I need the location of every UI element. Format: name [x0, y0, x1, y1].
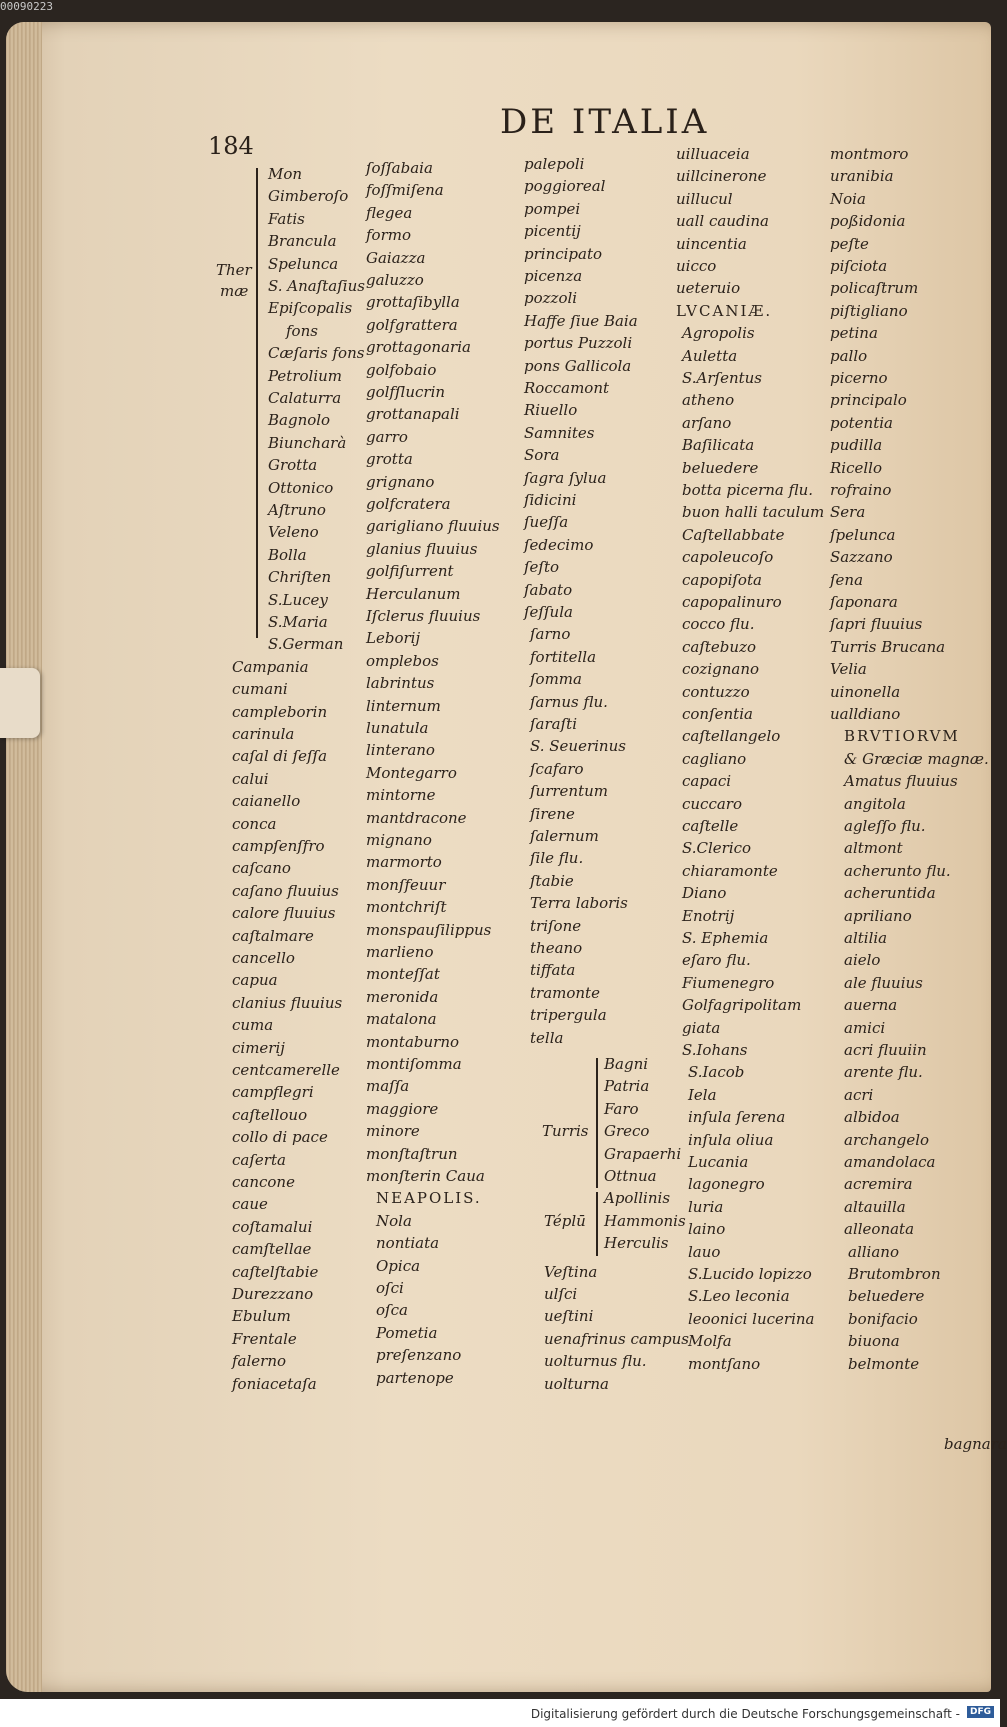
col4-word: inſula ſerena	[688, 1108, 786, 1127]
col4-word: chiaramonte	[682, 861, 778, 880]
col1-word: S.Lucey	[268, 590, 328, 609]
col1-word: caſerta	[232, 1150, 286, 1169]
brace-label-thermae: mæ	[220, 282, 249, 300]
col4-word: Diano	[682, 884, 727, 903]
col3-word: ueſtini	[544, 1307, 594, 1326]
col4-word: arſano	[682, 413, 732, 432]
col2-word: monſtaſtrun	[366, 1144, 458, 1163]
page-title: DE ITALIA	[500, 102, 710, 142]
col4-word: caſtelle	[682, 817, 739, 835]
col4-word: capaci	[682, 772, 732, 791]
col4-word: buon halli taculum	[682, 503, 825, 522]
col3-word: ſeſto	[524, 558, 560, 577]
col4-word: Enotrij	[682, 906, 735, 925]
col5-word: Turris Brucana	[830, 637, 946, 656]
col2-word: Gaiazza	[366, 248, 426, 267]
col2-word: oſci	[376, 1279, 404, 1297]
col4-word: lauo	[688, 1242, 721, 1261]
col1-word: calui	[232, 769, 269, 788]
turris-item: Patria	[604, 1077, 650, 1096]
col4-word: ueteruio	[676, 279, 741, 298]
col3-word: Terra laboris	[530, 894, 628, 913]
col2-word: galuzzo	[366, 271, 424, 289]
col2-word: flegea	[366, 203, 413, 222]
col1-word: camſtellae	[232, 1240, 312, 1259]
col5-word: altmont	[844, 839, 903, 858]
col3-word: ſaraſti	[530, 715, 577, 733]
col5-word: arente flu.	[844, 1063, 923, 1082]
col5-word: bonifacio	[848, 1309, 918, 1328]
col1-word: Frentale	[232, 1329, 297, 1348]
col2-word: golfcratera	[366, 495, 451, 513]
turris-item: Grapaerhi	[604, 1144, 682, 1163]
footer-text: Digitalisierung gefördert durch die Deutsche Forschungsgemeinschaft -	[530, 1707, 960, 1721]
col4-word: Agropolis	[682, 324, 755, 343]
col2-word: marlieno	[366, 943, 434, 961]
col3-word: ſtabie	[530, 871, 574, 890]
col2-word: garro	[366, 427, 408, 446]
col1-word: campflegri	[232, 1083, 314, 1102]
col5-word: amandolaca	[844, 1153, 936, 1171]
col4-word: Auletta	[682, 346, 738, 365]
col4-word: laino	[688, 1220, 726, 1239]
col5-word: acheruntida	[844, 884, 936, 903]
col5-word: pudilla	[830, 436, 883, 455]
col2-word: Montegarro	[366, 763, 457, 782]
col5-word: policaſtrum	[830, 279, 919, 298]
col2-word: Iſclerus fluuius	[366, 607, 481, 625]
col1-word: Ottonico	[268, 478, 334, 497]
col3-word: ſedecimo	[524, 535, 594, 554]
col4-word: S.Leo leconia	[688, 1287, 790, 1306]
col1-word: cancone	[232, 1173, 295, 1191]
col5-word: uinonella	[830, 682, 901, 701]
turris-item: Bagni	[604, 1055, 649, 1073]
col2-word: golfiſurrent	[366, 562, 454, 581]
col1-word: S.German	[268, 635, 344, 654]
col4-word: caſtellangelo	[682, 727, 781, 746]
col5-word: beluedere	[848, 1287, 925, 1306]
col1-word: Durezzano	[232, 1285, 314, 1303]
thermae-bracket-line	[256, 168, 258, 638]
col5-word: belmonte	[848, 1354, 920, 1373]
templum-item: Herculis	[604, 1234, 669, 1253]
col5-word: ualldiano	[830, 705, 901, 723]
scan-id: 00090223	[0, 0, 53, 13]
col2-word: Opica	[376, 1256, 421, 1275]
col4-word: uillucul	[676, 189, 733, 208]
col4-word: S.Arſentus	[682, 369, 762, 387]
col3-word: Veſtina	[544, 1262, 598, 1281]
col5-word: Noia	[830, 189, 866, 208]
col1-word: caſtalmare	[232, 926, 314, 945]
col5-word: ſpelunca	[830, 525, 896, 544]
col4-word: Golfagripolitam	[682, 996, 802, 1015]
col4-word: conſentia	[682, 705, 753, 723]
col5-word: archangelo	[844, 1130, 930, 1149]
col5-word: ſena	[830, 570, 864, 589]
templum-bracket-line	[596, 1192, 598, 1255]
col5-word: auerna	[844, 996, 898, 1015]
col2-word: marmorto	[366, 853, 442, 872]
col3-word: palepoli	[524, 155, 585, 173]
col5-word: ale fluuius	[844, 973, 923, 992]
col4-word: eſaro flu.	[682, 951, 751, 970]
col4-word: S.Iacob	[688, 1063, 745, 1082]
page-edges	[6, 22, 42, 1692]
col4-word: S.Lucido lopizzo	[688, 1265, 812, 1283]
col5-word: acherunto flu.	[844, 861, 951, 880]
col2-word: matalona	[366, 1010, 437, 1029]
col4-word: capopalinuro	[682, 593, 782, 611]
col1-word: cumani	[232, 680, 288, 699]
col1-word: caſtellouo	[232, 1105, 308, 1124]
col4-word: uicco	[676, 257, 717, 275]
col5-word: albidoa	[844, 1108, 900, 1127]
col5-word: uranibia	[830, 167, 894, 186]
col1-word: campſenſfro	[232, 837, 325, 855]
col2-word: Herculanum	[366, 584, 461, 603]
col1-word: Campania	[232, 657, 309, 676]
col1-word: falerno	[232, 1352, 287, 1371]
templum-label: Téplū	[544, 1211, 586, 1230]
col2-word: montchriſt	[366, 898, 447, 917]
col3-word: ſomma	[530, 670, 582, 689]
col2-word: minore	[366, 1122, 420, 1141]
col4-word: uilluaceia	[676, 145, 750, 163]
turris-item: Ottnua	[604, 1167, 657, 1185]
col4-word: cagliano	[682, 749, 747, 768]
brace-label-thermae: Ther	[216, 261, 252, 279]
col3-word: ſalernum	[530, 827, 599, 845]
turris-item: Greco	[604, 1122, 650, 1141]
col2-word: nontiata	[376, 1234, 440, 1253]
col5-word: alliano	[848, 1242, 899, 1261]
col3-word: pons Gallicola	[524, 356, 632, 375]
col5-word: acri fluuiin	[844, 1041, 927, 1059]
col1-word: carinula	[232, 725, 295, 743]
col3-word: pozzoli	[524, 289, 578, 308]
col3-word: theano	[530, 939, 583, 957]
col2-word: mintorne	[366, 786, 436, 805]
col5-word: aielo	[844, 951, 881, 970]
col2-word: monspauſilippus	[366, 920, 492, 939]
col1-word: Fatis	[268, 209, 305, 228]
col3-word: picentij	[524, 222, 581, 241]
col1-word: Grotta	[268, 456, 318, 475]
col1-word: foniacetaſa	[232, 1374, 317, 1393]
col2-word: labrintus	[366, 674, 435, 693]
col3-word: principato	[524, 244, 603, 263]
col4-word: capopiſota	[682, 570, 762, 589]
col5-word: biuona	[848, 1332, 900, 1351]
col2-word: mignano	[366, 831, 432, 849]
col1-word: cancello	[232, 949, 295, 967]
col4-word: Caſtellabbate	[682, 525, 785, 544]
col1-word: Chriſten	[268, 568, 332, 587]
col3-word: ſcafaro	[530, 759, 584, 778]
col1-word: collo di pace	[232, 1128, 328, 1147]
col2-word: NEAPOLIS.	[376, 1189, 482, 1208]
col2-word: grottagonaria	[366, 338, 471, 357]
col2-word: golfgrattera	[366, 315, 458, 334]
col2-word: grottanapali	[366, 405, 460, 424]
col4-word: botta picerna flu.	[682, 481, 814, 499]
col3-word: uolturna	[544, 1374, 609, 1393]
col5-word: principalo	[830, 391, 907, 410]
col3-word: uenafrinus campus	[544, 1329, 689, 1348]
col2-word: montiſomma	[366, 1055, 462, 1073]
col4-word: uincentia	[676, 234, 747, 253]
col5-word: montmoro	[830, 145, 909, 163]
col1-word: Mon	[268, 165, 303, 183]
col4-word: uillcinerone	[676, 167, 767, 186]
col4-word: cozignano	[682, 660, 760, 679]
col1-word: clanius fluuius	[232, 993, 343, 1012]
col5-word: apriliano	[844, 906, 912, 925]
templum-item: Hammonis	[604, 1211, 686, 1230]
col3-word: ſarnus flu.	[530, 692, 608, 711]
col3-word: portus Puzzoli	[524, 334, 633, 353]
col2-word: grottaſibylla	[366, 293, 460, 312]
col4-word: caſtebuzo	[682, 637, 756, 656]
col1-word: Ebulum	[232, 1307, 291, 1326]
col1-word: Petrolium	[268, 366, 343, 385]
col5-word: altauilla	[844, 1197, 906, 1216]
col5-word: peſte	[830, 234, 869, 253]
col3-word: ſabato	[524, 580, 573, 599]
turris-bracket-line	[596, 1058, 598, 1188]
col3-word: ſile flu.	[530, 849, 584, 868]
col4-word: Fiumenegro	[682, 973, 775, 992]
col2-word: lunatula	[366, 719, 429, 737]
col1-word: caſtelſtabie	[232, 1262, 319, 1281]
col1-word: Cæſaris fons	[268, 344, 365, 363]
col2-word: glanius fluuius	[366, 539, 478, 558]
col1-word: caue	[232, 1195, 268, 1214]
col2-word: golfobaio	[366, 360, 437, 379]
col3-word: Samnites	[524, 423, 595, 442]
col3-word: picenza	[524, 267, 583, 285]
col2-word: partenope	[376, 1368, 454, 1387]
col2-word: maggiore	[366, 1099, 439, 1118]
col3-word: tramonte	[530, 983, 600, 1002]
col5-word: piſtigliano	[830, 301, 908, 320]
col2-word: monteſſat	[366, 965, 440, 984]
col1-word: centcamerelle	[232, 1061, 340, 1079]
col2-word: ſoſſabaia	[366, 159, 433, 177]
col5-word: Amatus fluuius	[844, 772, 958, 791]
col3-word: ſidicini	[524, 491, 577, 509]
col3-word: ſurrentum	[530, 782, 609, 801]
col5-word: Brutombron	[848, 1265, 941, 1283]
col4-word: LVCANIÆ.	[676, 301, 773, 320]
col5-word: picerno	[830, 369, 888, 387]
col2-word: maſſa	[366, 1077, 410, 1096]
col2-word: garigliano fluuius	[366, 517, 500, 536]
col1-word: Aſtruno	[268, 501, 326, 519]
col3-word: ſagra ſylua	[524, 468, 607, 487]
col1-word: coſtamalui	[232, 1217, 313, 1236]
col1-word: caianello	[232, 792, 301, 811]
col5-word: Sera	[830, 503, 866, 522]
col5-word: agleſſo flu.	[844, 817, 926, 835]
col3-word: ſarno	[530, 625, 571, 644]
col4-word: lagonegro	[688, 1175, 765, 1194]
col2-word: linterano	[366, 741, 435, 760]
templum-item: Apollinis	[604, 1189, 671, 1208]
col3-word: ſueſſa	[524, 513, 569, 532]
page-number: 184	[208, 132, 254, 160]
col2-word: omplebos	[366, 651, 439, 670]
col4-word: S.Iohans	[682, 1041, 748, 1059]
col5-word: rofraino	[830, 481, 892, 499]
col5-word: piſciota	[830, 257, 888, 275]
col4-word: uall caudina	[676, 212, 769, 231]
col5-word: poßidonia	[830, 212, 906, 231]
col4-word: S. Ephemia	[682, 929, 769, 947]
col1-word: Calaturra	[268, 389, 342, 407]
col5-word: amici	[844, 1018, 886, 1037]
col3-word: Sora	[524, 446, 560, 465]
col4-word: beluedere	[682, 458, 759, 477]
col3-word: ſeſſula	[524, 603, 573, 621]
col3-word: fortitella	[530, 647, 597, 666]
col3-word: Roccamont	[524, 379, 610, 397]
col1-word: S. Anaſtaſius	[268, 277, 365, 295]
col5-word: pallo	[830, 346, 868, 365]
col1-word: Bolla	[268, 545, 307, 564]
col2-word: monſterin Caua	[366, 1167, 485, 1185]
col2-word: Pometia	[376, 1323, 438, 1342]
col4-word: luria	[688, 1197, 724, 1216]
col4-word: cocco flu.	[682, 615, 755, 634]
col4-word: Lucania	[688, 1153, 749, 1171]
col4-word: atheno	[682, 391, 735, 410]
col2-word: meronida	[366, 987, 439, 1006]
col2-word: montaburno	[366, 1032, 460, 1051]
col4-word: capoleucoſo	[682, 548, 774, 567]
col1-word: Brancula	[268, 232, 337, 251]
col2-word: monſfeuur	[366, 875, 446, 894]
col5-word: potentia	[830, 413, 893, 432]
col1-word: cuma	[232, 1016, 274, 1035]
col2-word: Leborij	[366, 629, 421, 648]
col1-word: Veleno	[268, 523, 319, 542]
col5-word: Velia	[830, 660, 867, 679]
col1-word: campleborin	[232, 702, 328, 721]
col1-word: Bagnolo	[268, 411, 331, 430]
col5-word: alleonata	[844, 1220, 915, 1239]
col1-word: capua	[232, 971, 278, 990]
col4-word: Baſilicata	[682, 436, 755, 455]
col5-word: Ricello	[830, 458, 882, 477]
col4-word: inſula oliua	[688, 1130, 774, 1149]
catchword: bagnara	[944, 1435, 1007, 1453]
turris-item: Faro	[604, 1099, 639, 1118]
bookmark-tab	[0, 668, 40, 738]
col5-word: & Græciæ magnæ.	[844, 749, 989, 768]
col2-word: linternum	[366, 696, 441, 715]
col5-word: acremira	[844, 1175, 913, 1194]
col3-word: Haffe ſiue Baia	[524, 311, 638, 330]
col3-word: S. Seuerinus	[530, 737, 626, 756]
col3-word: ulſci	[544, 1285, 578, 1303]
col4-word: leoonici lucerina	[688, 1309, 815, 1328]
col4-word: contuzzo	[682, 682, 750, 701]
col3-word: tripergula	[530, 1006, 607, 1025]
col2-word: Nola	[376, 1211, 412, 1230]
col4-word: cuccaro	[682, 794, 743, 813]
col2-word: golfſlucrin	[366, 383, 446, 401]
col1-word: fons	[286, 321, 318, 340]
col5-word: ſaponara	[830, 593, 898, 611]
col3-word: tella	[530, 1028, 564, 1047]
col3-word: pompei	[524, 199, 581, 218]
col1-word: Gimberoſo	[268, 187, 349, 206]
col3-word: tiffata	[530, 961, 576, 980]
col1-word: caſcano	[232, 859, 291, 878]
turris-label: Turris	[542, 1122, 589, 1141]
col5-word: angitola	[844, 794, 906, 813]
col1-word: caſano fluuius	[232, 881, 339, 900]
col4-word: giata	[682, 1018, 721, 1037]
col3-word: triſone	[530, 916, 582, 935]
col1-word: calore fluuius	[232, 904, 336, 923]
col4-word: Molfa	[688, 1332, 732, 1351]
digitization-footer	[0, 1699, 1000, 1727]
col2-word: mantdracone	[366, 808, 467, 827]
col3-word: Riuello	[524, 401, 578, 420]
col5-word: BRVTIORVM	[844, 727, 960, 746]
col2-word: formo	[366, 226, 412, 245]
col1-word: conca	[232, 814, 277, 833]
col2-word: foſſmiſena	[366, 181, 444, 200]
col5-word: ſapri fluuius	[830, 615, 923, 634]
col1-word: cimerij	[232, 1038, 285, 1057]
col2-word: grotta	[366, 450, 413, 469]
col2-word: grignano	[366, 472, 435, 491]
col1-word: S.Maria	[268, 613, 328, 631]
col1-word: Biuncharà	[268, 433, 347, 452]
col2-word: oſca	[376, 1301, 408, 1320]
col5-word: acri	[844, 1085, 874, 1104]
col3-word: uolturnus flu.	[544, 1352, 647, 1371]
col3-word: poggioreal	[524, 177, 606, 196]
col5-word: altilia	[844, 929, 888, 947]
col1-word: Spelunca	[268, 254, 339, 273]
col4-word: S.Clerico	[682, 839, 752, 858]
col2-word: preſenzano	[376, 1346, 462, 1365]
col5-word: Sazzano	[830, 548, 893, 567]
col3-word: ſirene	[530, 804, 575, 823]
col4-word: Iela	[688, 1085, 717, 1104]
dfg-logo: DFG	[967, 1706, 994, 1718]
col4-word: montſano	[688, 1354, 761, 1373]
col5-word: petina	[830, 324, 878, 343]
col1-word: caſal di ſeſſa	[232, 747, 328, 766]
col1-word: Epiſcopalis	[268, 299, 353, 318]
